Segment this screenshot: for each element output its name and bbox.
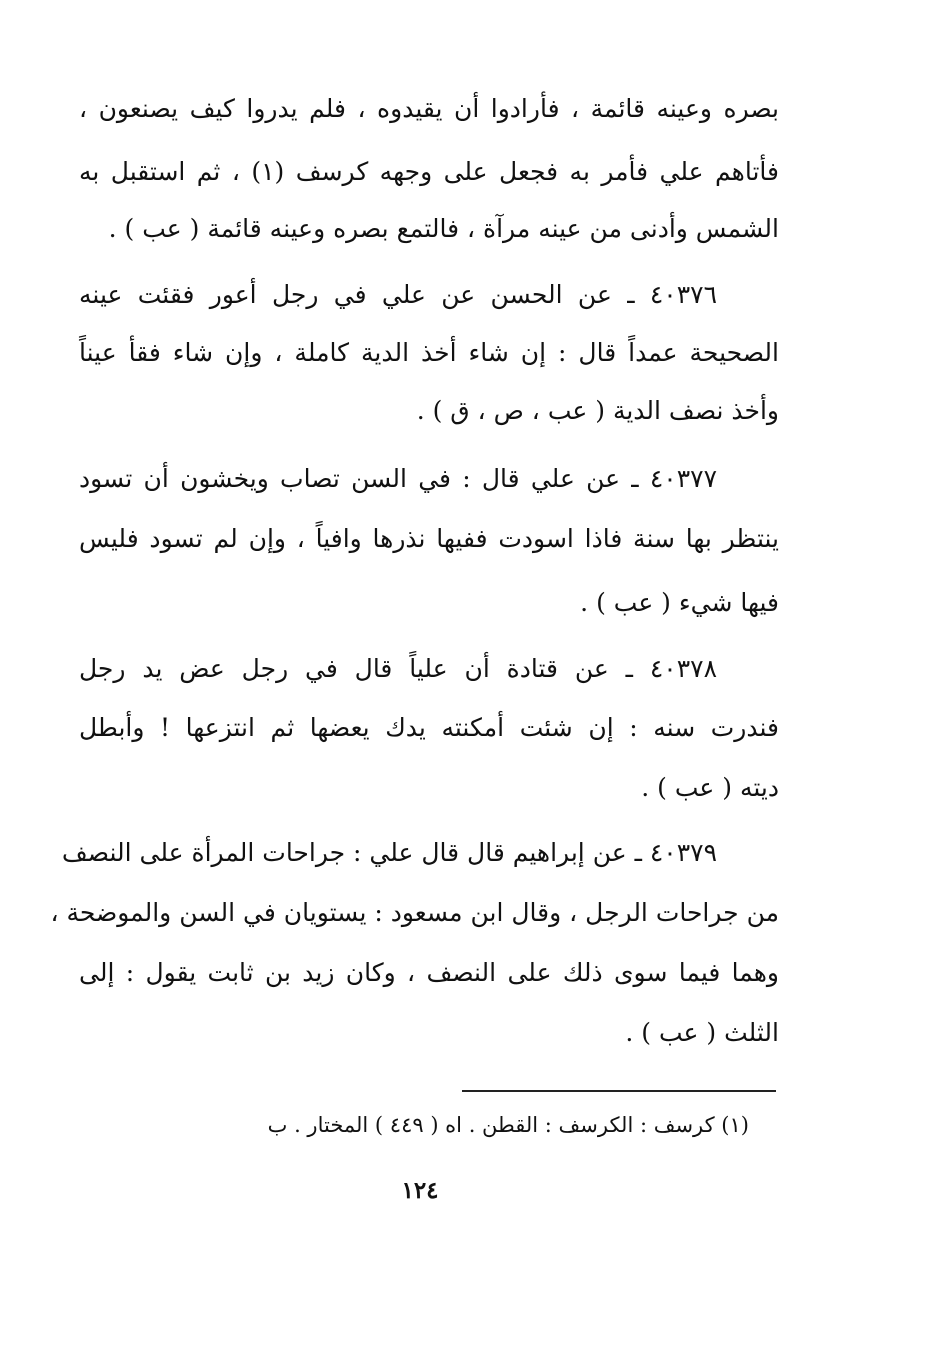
text-line: من جراحات الرجل ، وقال ابن مسعود : يستويان في السن والموضحة ، [50,898,779,927]
text-line: ديته ( عب ) . [641,773,779,802]
text-line: وأخذ نصف الدية ( عب ، ص ، ق ) . [416,396,779,425]
hadith-40376-line: ٤٠٣٧٦ ـ عن الحسن عن علي في رجل أعور فقئت عينه [79,280,717,309]
hadith-40379-line: ٤٠٣٧٩ ـ عن إبراهيم قال قال علي : جراحات المرأة على النصف [61,838,717,867]
footnote: (١) كرسف : الكرسف : القطن . اه ( ٤٤٩ ) المختار . ب [267,1113,749,1137]
text-line: وهما فيما سوى ذلك على النصف ، وكان زيد بن ثابت يقول : إلى [79,958,779,987]
text-line: فيها شيء ( عب ) . [580,588,779,617]
text-line: بصره وعينه قائمة ، فأرادوا أن يقيدوه ، فلم يدروا كيف يصنعون ، [79,94,779,123]
text-line: الثلث ( عب ) . [625,1018,779,1047]
hadith-40378-line: ٤٠٣٧٨ ـ عن قتادة أن علياً قال في رجل عض يد رجل [79,654,717,683]
page-number: ١٢٤ [401,1177,439,1204]
text-line: الصحيحة عمداً قال : إن شاء أخذ الدية كاملة ، وإن شاء فقأ عيناً [79,338,779,367]
hadith-40377-line: ٤٠٣٧٧ ـ عن علي قال : في السن تصاب ويخشون أن تسود [79,464,717,493]
text-line: ينتظر بها سنة فاذا اسودت ففيها نذرها وافياً ، وإن لم تسود فليس [79,524,779,553]
text-line: الشمس وأدنى من عينه مرآة ، فالتمع بصره وعينه قائمة ( عب ) . [108,214,779,243]
text-line: فأتاهم علي فأمر به فجعل على وجهه كرسف (١) ، ثم استقبل به [79,157,779,186]
footnote-separator [462,1090,776,1092]
text-line: فندرت سنه : إن شئت أمكنته يدك يعضها ثم انتزعها ! وأبطل [79,713,779,742]
